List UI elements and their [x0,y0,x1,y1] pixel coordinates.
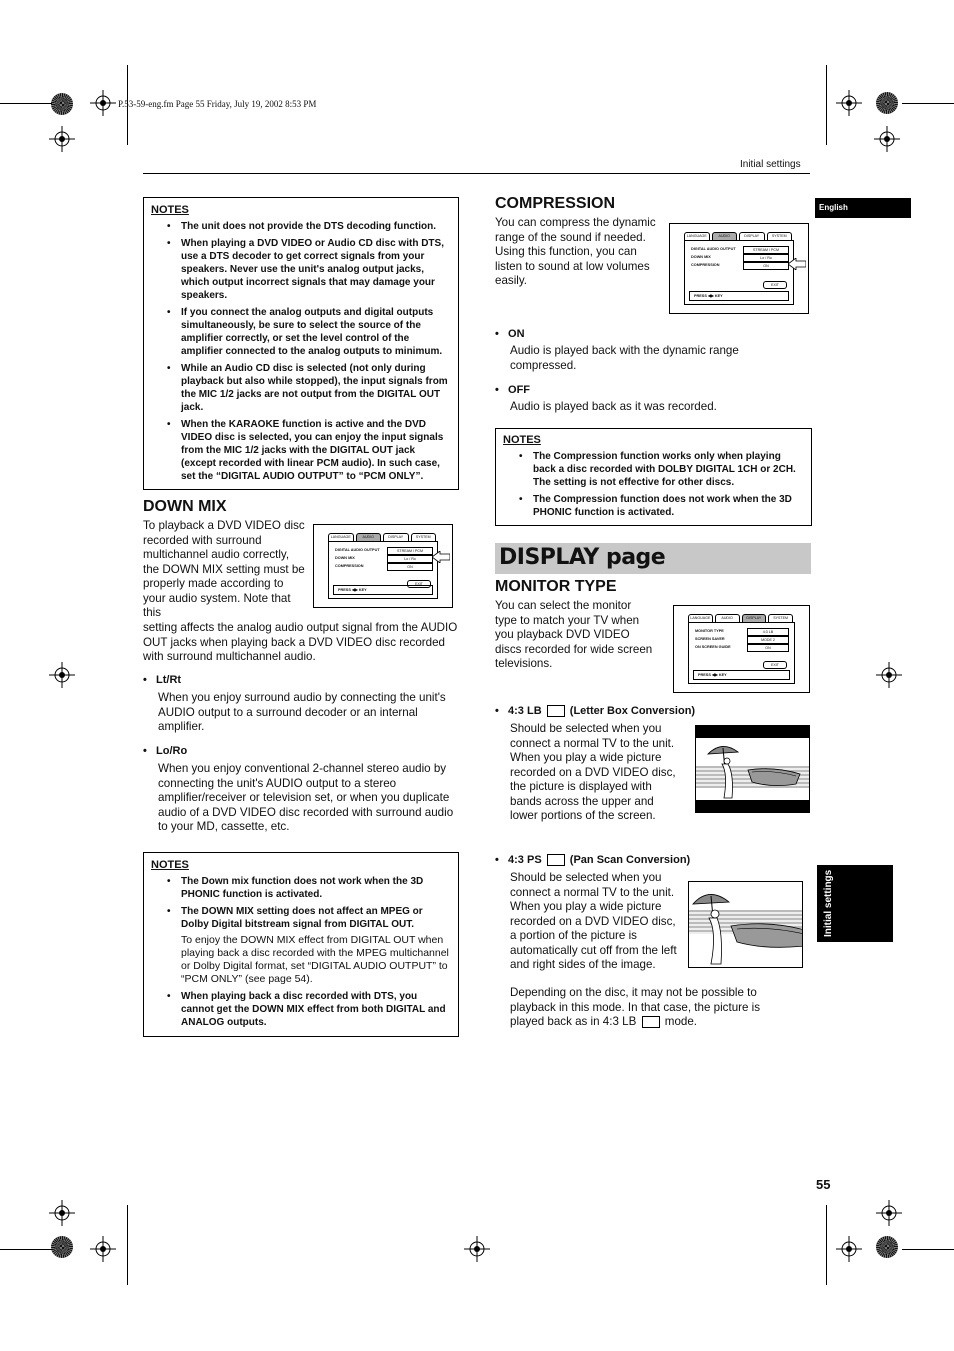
crop-mark [0,1249,52,1250]
option-ltrt-text: When you enjoy surround audio by connecting the unit's AUDIO output to a surround decoder or an internal amplifier. [158,691,446,733]
running-head: Initial settings [740,159,801,170]
compression-heading: COMPRESSION [495,195,616,212]
letterbox-illustration [695,725,810,813]
language-tab [815,198,911,218]
osd-tab-active: AUDIO [356,533,382,541]
option-off-text: Audio is played back as it was recorded. [510,400,717,413]
osd-tab-active: AUDIO [712,232,738,240]
osd-tab: DISPLAY [739,232,765,240]
section-side-tab [817,865,893,942]
compression-intro: You can compress the dynamic range of the sound if needed. Using this function, you can listen to sound at low volumes easily. [495,216,656,287]
monitor-type-intro: You can select the monitor type to match your TV when you playback DVD VIDEO discs recorded for wide screen televisions. [495,599,653,670]
osd-value: ON [747,644,789,652]
option-ps-label: • 4:3 PS (Pan Scan Conversion) [495,854,691,866]
option-on-label: • ON [495,328,525,340]
osd-value: ON [743,262,789,270]
section-side-label: Initial settings [823,869,834,937]
osd-value: Lo / Ro [387,555,433,563]
osd-tab: SYSTEM [768,614,793,622]
tv-lb-icon [547,705,565,717]
display-page-title: DISPLAY page [499,545,666,570]
down-mix-intro-cont: setting affects the analog audio output signal from the AUDIO OUT jacks when playing back a DVD VIDEO disc recorded with surround multichannel audio. [143,621,458,663]
note-item: • The DOWN MIX setting does not affect an MPEG or Dolby Digital bitstream signal from DIGITAL OUT. [151,905,452,931]
osd-value: Lo / Ro [743,254,789,262]
option-ltrt-label: • Lt/Rt [143,674,182,686]
crosshair-icon [49,1200,75,1226]
osd-row: COMPRESSION [691,263,720,267]
crosshair-icon [90,1236,116,1262]
registration-disc [51,93,73,115]
notes-box-downmix [143,852,459,1037]
pointer-arrow-icon [432,551,450,563]
tv-lb-icon [642,1016,660,1028]
crosshair-icon [876,662,902,688]
osd-tab-active: DISPLAY [742,614,767,622]
note-subtext: To enjoy the DOWN MIX effect from DIGITAL OUT when playing back a disc recorded with the MPEG multichannel or Dolby Digital format, set “DIGITAL AUDIO OUTPUT” to “PCM ONLY” (see page 54). [181,934,449,985]
note-item: • If you connect the analog outputs and digital outputs simultaneously, be sure to select the source of the amplifier correctly, or set the level control of the amplifier connected to the analog outputs to minimum. [151,306,452,358]
osd-row: MONITOR TYPE [695,629,724,633]
notes-title: NOTES [151,859,189,871]
crosshair-icon [836,90,862,116]
crop-mark [826,65,827,145]
note-item: • When the KARAOKE function is active and the DVD VIDEO disc is selected, you can enjoy the input signals from the MIC 1/2 jacks with the DIGITAL OUT jack (except recorded with linear PCM audio). In such case, set the “DIGITAL AUDIO OUTPUT” to “PCM ONLY”. [151,418,452,483]
file-header: P.53-59-eng.fm Page 55 Friday, July 19, 2002 8:53 PM [118,99,317,109]
display-page-banner [495,543,811,574]
page-number: 55 [816,1177,831,1192]
osd-compression-screen [669,223,809,314]
osd-press: PRESS ◀▶ KEY [333,585,433,595]
osd-panel [328,541,438,599]
crosshair-icon [49,126,75,152]
osd-display-screen [673,605,810,693]
note-item: • The unit does not provide the DTS decoding function. [151,220,452,233]
osd-press: PRESS ◀▶ KEY [693,670,790,680]
boat-icon [746,762,802,788]
registration-disc [51,1236,73,1258]
note-item: • The Compression function does not work when the 3D PHONIC function is activated. [503,493,805,519]
parasol-figure-icon [704,740,744,800]
panscan-illustration [688,881,803,968]
crop-mark [127,1205,128,1285]
osd-value: 4:3 LB [747,628,789,636]
option-loro-text: When you enjoy conventional 2-channel stereo audio by connecting the unit's AUDIO output to a stereo amplifier/receiver or television set, or when you duplicate audio of a DVD VIDEO disc recorded with surround audio to your MD, cassette, etc. [158,762,454,833]
osd-panel [684,240,794,305]
crosshair-icon [874,126,900,152]
osd-audio-screen [313,524,453,608]
osd-tab: LANGUAGE [328,533,354,541]
osd-row: COMPRESSION [335,564,364,568]
osd-row: DOWN MIX [335,556,355,560]
down-mix-heading: DOWN MIX [143,498,227,515]
crosshair-icon [464,1236,490,1262]
crosshair-icon [90,90,116,116]
option-on-text: Audio is played back with the dynamic range compressed. [510,344,739,372]
pointer-arrow-icon [788,258,806,270]
registration-disc [876,92,898,114]
osd-tab: DISPLAY [383,533,409,541]
osd-exit: EXIT [763,281,787,289]
notes-box-compression [495,428,812,526]
notes-box-top [143,197,459,490]
osd-row: DIGITAL AUDIO OUTPUT [691,247,736,251]
osd-row: SCREEN SAVER [695,637,725,641]
osd-row: DOWN MIX [691,255,711,259]
osd-value: STREAM / PCM [387,547,433,555]
osd-value: ON [387,563,433,571]
option-ps-text: Should be selected when you connect a normal TV to the unit. When you play a wide picture recorded on a DVD VIDEO disc, a portion of the picture is automatically cut off from the left and right sides of the image. [510,871,677,971]
osd-value: MODE 2 [747,636,789,644]
osd-panel [688,622,795,684]
osd-row: DIGITAL AUDIO OUTPUT [335,548,380,552]
notes-title: NOTES [503,434,541,446]
crop-mark [902,1249,954,1250]
osd-tab: AUDIO [715,614,740,622]
crop-mark [902,103,954,104]
note-item: • While an Audio CD disc is selected (not only during playback but also while stopped), the input signals from the MIC 1/2 jacks are not output from the DIGITAL OUT jack. [151,362,452,414]
crosshair-icon [876,1200,902,1226]
osd-row: ON SCREEN GUIDE [695,645,731,649]
crop-mark [826,1205,827,1285]
osd-value: STREAM / PCM [743,246,789,254]
notes-title: NOTES [151,204,189,216]
note-item: • The Compression function works only when playing back a disc recorded with DOLBY DIGITAL 1CH or 2CH. The setting is not effective for other discs. [503,450,805,489]
note-item: • When playing back a disc recorded with DTS, you cannot get the DOWN MIX effect from both DIGITAL and ANALOG outputs. [151,990,452,1029]
note-item: • When playing a DVD VIDEO or Audio CD disc with DTS, use a DTS decoder to get correct signals from your speakers. Never use the unit's analog output jacks, which output incorrect signals that may damage your speakers. [151,237,452,302]
crosshair-icon [49,662,75,688]
language-label: English [819,203,848,212]
osd-tab: SYSTEM [767,232,793,240]
osd-exit: EXIT [407,580,431,588]
registration-disc [876,1236,898,1258]
note-item: • The Down mix function does not work when the 3D PHONIC function is activated. [151,875,452,901]
option-ps-text2: Depending on the disc, it may not be possible to playback in this mode. In that case, the picture is played back as in 4:3 LB mode. [510,986,761,1028]
boat-icon [729,916,803,950]
down-mix-intro: To playback a DVD VIDEO disc recorded with surround multichannel audio correctly, the DOWN MIX setting must be properly made according to your audio system. Note that this [143,519,305,619]
option-lb-label: • 4:3 LB (Letter Box Conversion) [495,705,696,717]
osd-tab: LANGUAGE [684,232,710,240]
osd-tab: LANGUAGE [688,614,713,622]
osd-press: PRESS ◀▶ KEY [689,291,789,301]
header-rule [143,173,810,174]
option-loro-label: • Lo/Ro [143,745,188,757]
monitor-type-heading: MONITOR TYPE [495,578,617,595]
crop-mark [0,103,52,104]
osd-tab: SYSTEM [411,533,437,541]
tv-ps-icon [547,854,565,866]
crosshair-icon [836,1236,862,1262]
parasol-figure-icon [691,886,731,966]
osd-exit: EXIT [763,661,787,669]
option-off-label: • OFF [495,384,531,396]
option-lb-text: Should be selected when you connect a normal TV to the unit. When you play a wide picture recorded on a DVD VIDEO disc, the picture is displayed with bands across the upper and lower portions of the screen. [510,722,676,822]
